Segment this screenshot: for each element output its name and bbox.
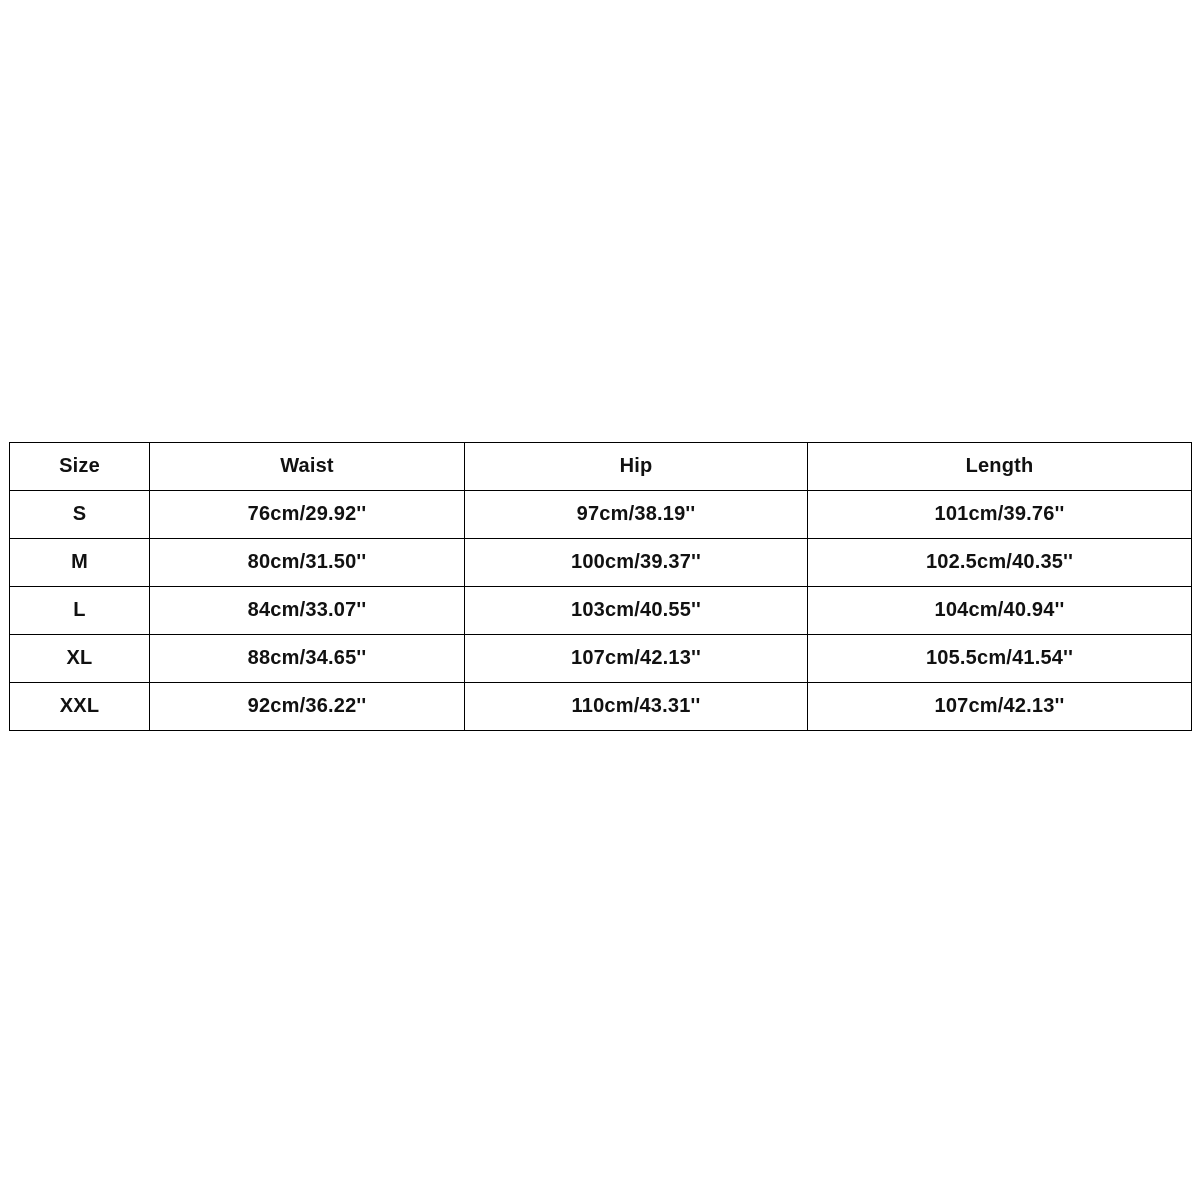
cell-hip: 97cm/38.19'' [465,491,808,539]
cell-hip: 100cm/39.37'' [465,539,808,587]
header-hip: Hip [465,443,808,491]
cell-hip: 107cm/42.13'' [465,635,808,683]
cell-length: 105.5cm/41.54'' [808,635,1192,683]
cell-length: 102.5cm/40.35'' [808,539,1192,587]
cell-length: 104cm/40.94'' [808,587,1192,635]
cell-size: XXL [10,683,150,731]
cell-waist: 80cm/31.50'' [150,539,465,587]
cell-hip: 103cm/40.55'' [465,587,808,635]
cell-waist: 88cm/34.65'' [150,635,465,683]
cell-length: 107cm/42.13'' [808,683,1192,731]
cell-size: S [10,491,150,539]
cell-size: XL [10,635,150,683]
cell-waist: 92cm/36.22'' [150,683,465,731]
header-waist: Waist [150,443,465,491]
cell-waist: 76cm/29.92'' [150,491,465,539]
table-row [10,587,1192,635]
table-row [10,491,1192,539]
table-row [10,539,1192,587]
cell-length: 101cm/39.76'' [808,491,1192,539]
cell-waist: 84cm/33.07'' [150,587,465,635]
size-chart-table [9,442,1192,731]
table-row [10,683,1192,731]
header-size: Size [10,443,150,491]
table-header-row [10,443,1192,491]
cell-size: L [10,587,150,635]
cell-hip: 110cm/43.31'' [465,683,808,731]
table-row [10,635,1192,683]
header-length: Length [808,443,1192,491]
cell-size: M [10,539,150,587]
